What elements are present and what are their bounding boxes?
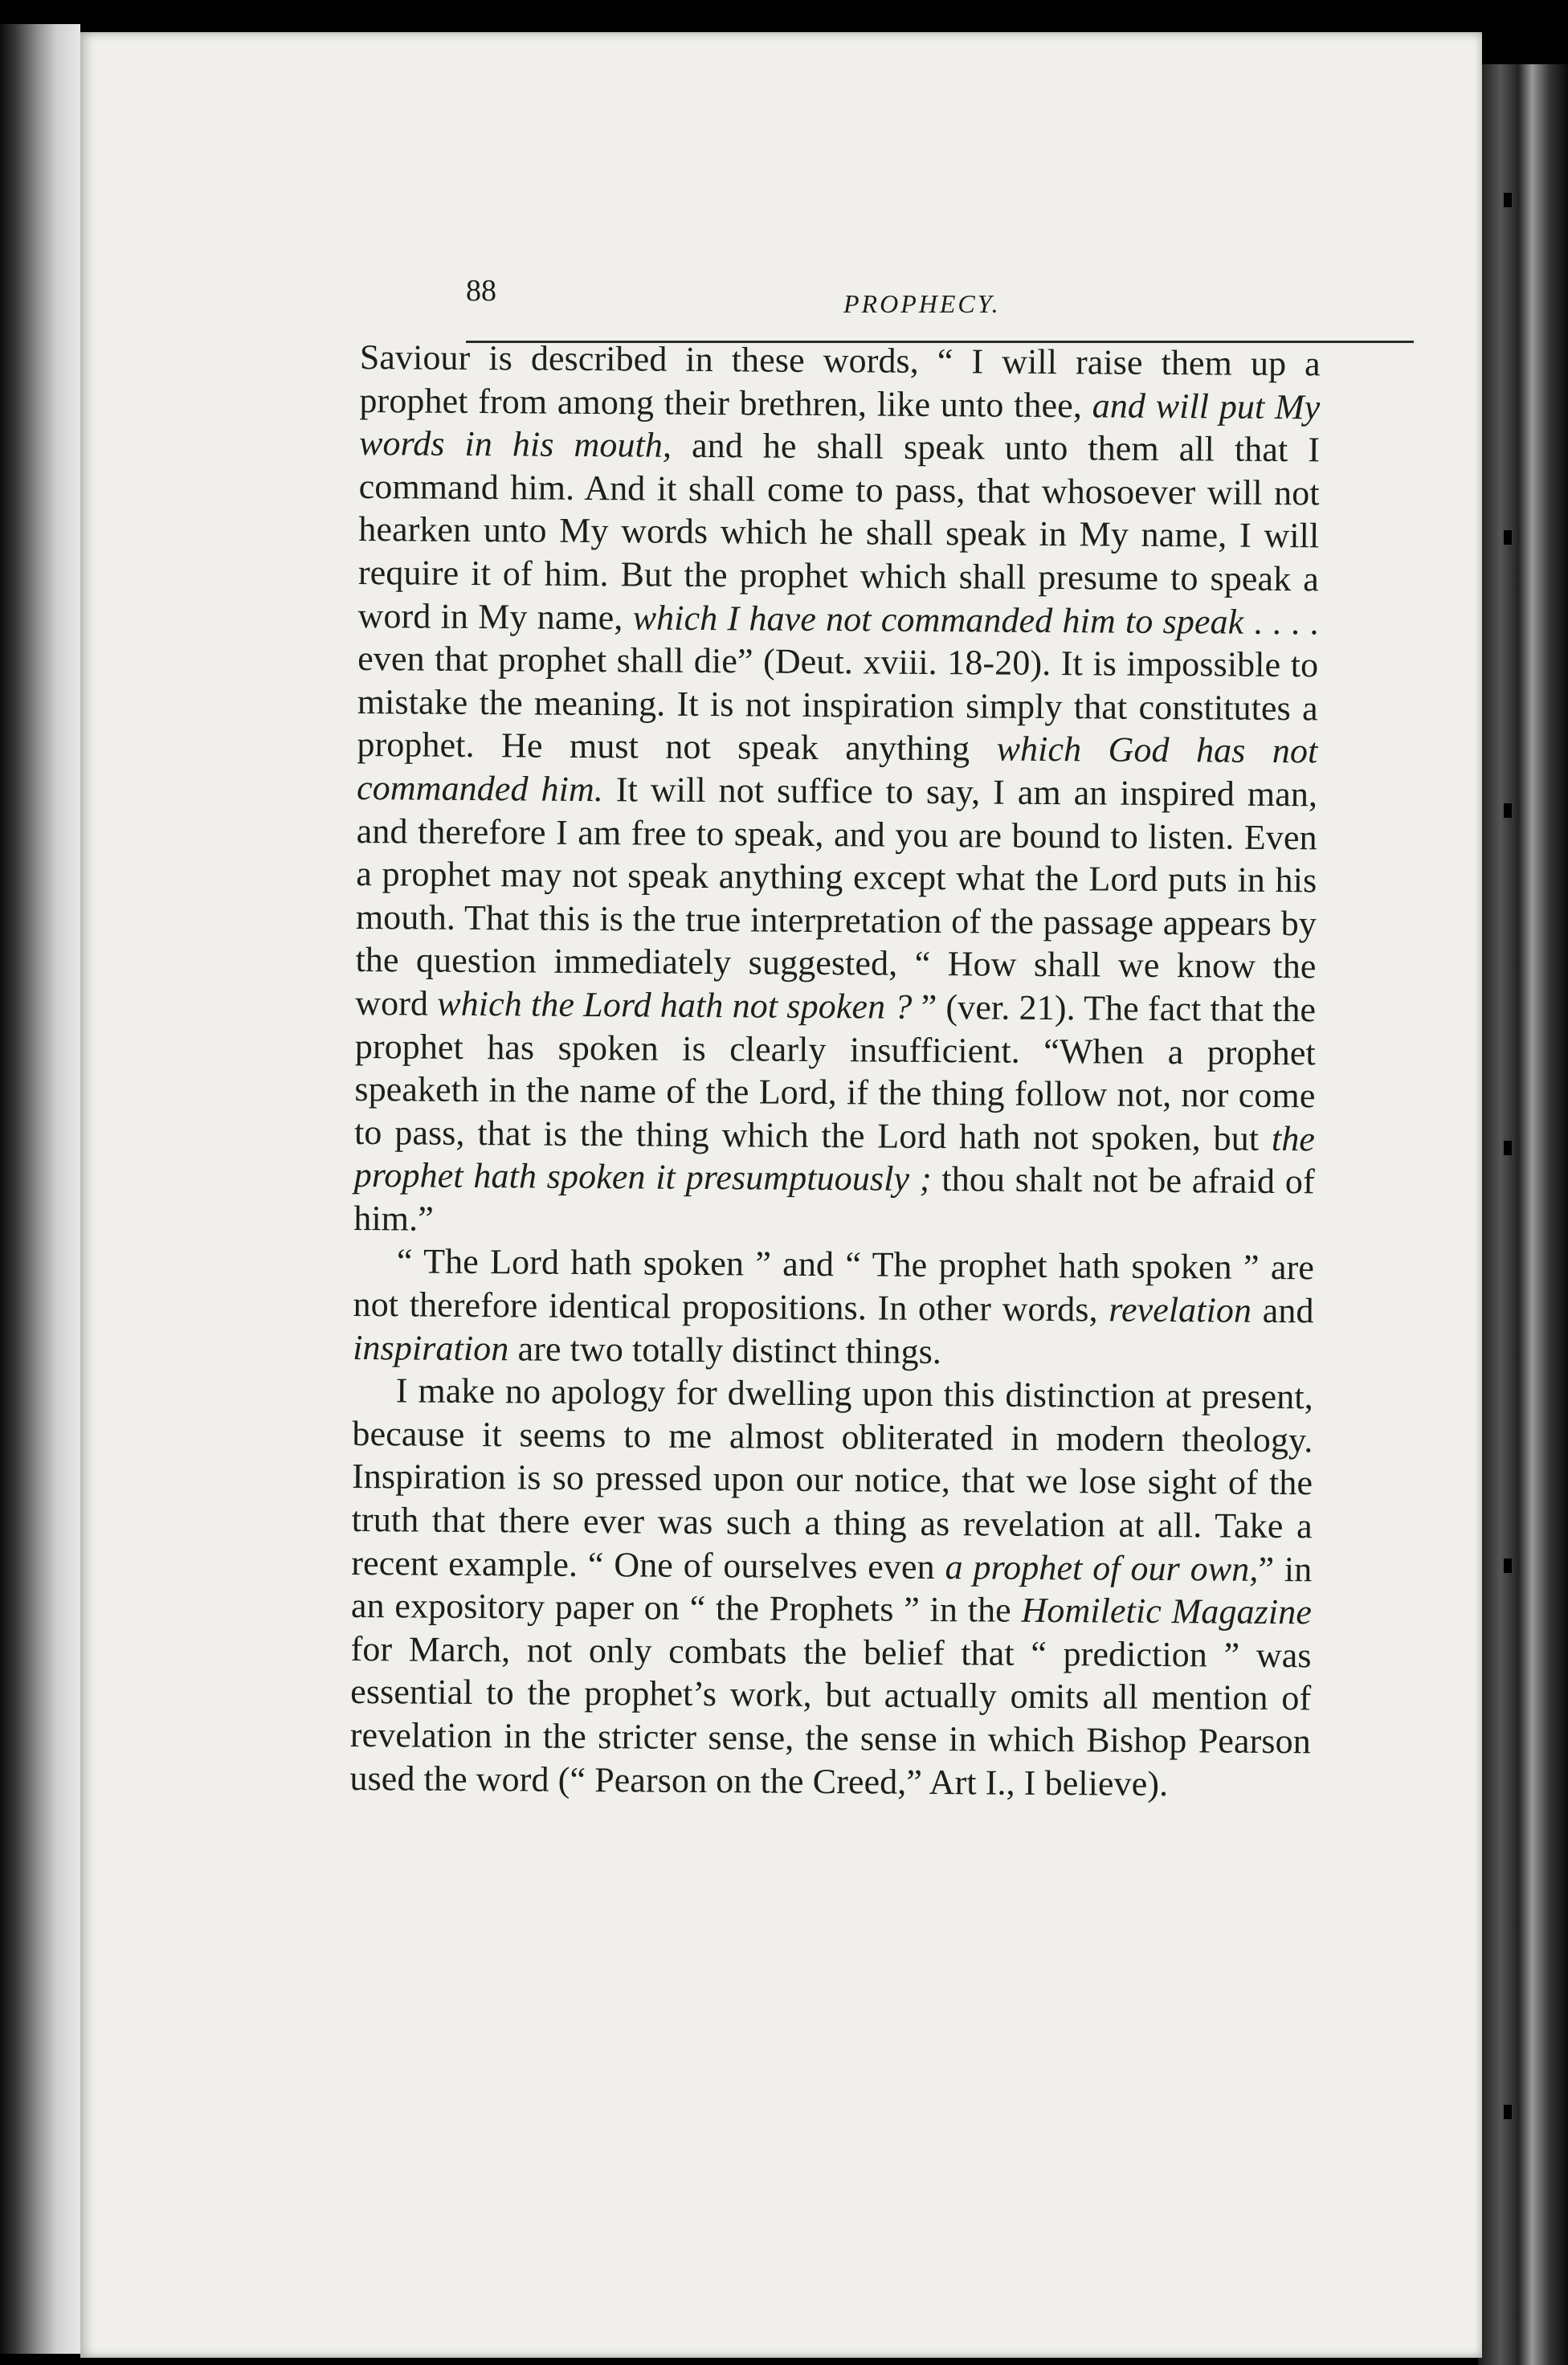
text-run: and [1251,1290,1314,1331]
running-title: PROPHECY. [843,289,1001,318]
page-edge-notch [1504,193,1512,207]
text-run: and he shall speak unto them all that I command him. And it shall come to pass, that whosoever will not hearken unto My words which he shall speak in My name, I will require it of him. But the prophet which shall presume to speak a word in My name, [357,425,1321,637]
page-edge-notch [1504,1141,1512,1155]
book-binding-edge [0,24,80,2354]
italic-text-run: which I have not commanded him to speak [632,597,1244,642]
paragraph [353,336,1321,1247]
italic-text-run: which the Lord hath not spoken ? [437,983,913,1027]
text-run: It will not suffice to say, I am an inspired man, and therefore I am free to speak, and you are bound to listen. Even a prophet may not speak anything except what the Lord puts in his mouth. That this is the true interpretation of the passage appears by the question immediately suggested, “ How shall we know the word [355,770,1318,1023]
italic-text-run: the prophet hath spoken it presumptuously ; [353,1118,1316,1199]
text-run: for March, not only combats the belief that “ prediction ” was essential to the prophet’s work, but actually omits all mention of revelation in the stricter sense, the sense in which Bishop Pearson used the word (“ Pearson on the Creed,” Art I., I believe). [349,1628,1312,1803]
text-run: . . . . even that prophet shall die” (Deut. xviii. 18-20). It is impossible to mistake the meaning. It is not inspiration simply that constitutes a prophet. He must not speak anything [357,602,1319,769]
page-edge-notch [1504,803,1512,818]
text-run: I make no apology for dwelling upon this distinction at present, because it seems to me almost obliterated in modern theology. Inspiration is so pressed upon our notice, that we lose sight of the truth that there ever was such a thing as revelation at all. Take a recent example. “ One of ourselves even [351,1370,1313,1587]
page-edge-notch [1504,530,1512,545]
italic-text-run: revelation [1109,1289,1252,1330]
paragraph [353,1240,1314,1375]
italic-text-run: inspiration [353,1327,509,1368]
page-stack-edge [1478,64,1568,2365]
text-run: Saviour is described in these words, “ I will raise them up a prophet from among their brethren, like unto thee, [359,337,1321,425]
body-text [349,336,1321,1806]
paragraph [349,1369,1313,1806]
page-number: 88 [466,274,496,308]
page-edge-notch [1504,1558,1512,1573]
italic-text-run: and will put My words in his mouth, [358,385,1321,465]
text-run: “ The Lord hath spoken ” and “ The prophet hath spoken ” are not therefore identical propositions. In other words, [353,1241,1315,1330]
running-head [466,273,1414,345]
text-run: thou shalt not be afraid of him.” [353,1159,1315,1239]
text-run: ” in an expository paper on “ the Prophets ” in the [350,1549,1313,1631]
italic-text-run: Homiletic Magazine [1021,1591,1313,1632]
text-run: are two totally distinct things. [508,1328,942,1371]
italic-text-run: a prophet of our own, [945,1546,1259,1589]
italic-text-run: which God has not commanded him. [356,729,1318,810]
text-run: ” (ver. 21). The fact that the prophet has spoken is clearly insufficient. “When a prophet speaketh in the name of the Lord, if the thing follow not, nor come to pass, that is the thing which the Lord hath not spoken, but [353,986,1317,1158]
page-edge-notch [1504,2105,1512,2119]
